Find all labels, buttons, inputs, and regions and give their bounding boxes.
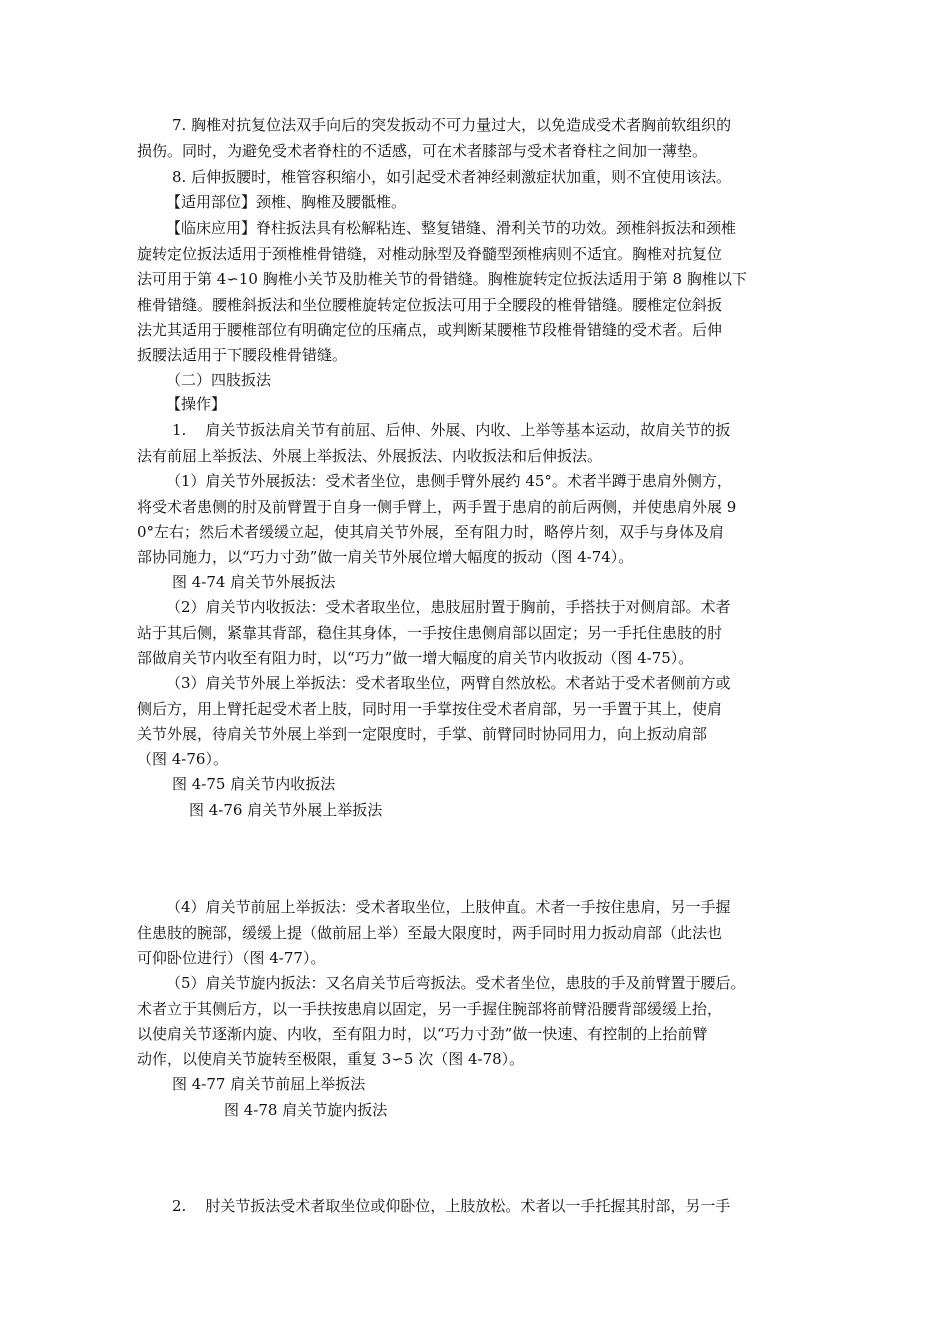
text-line: 法可用于第 4∽10 胸椎小关节及肋椎关节的骨错缝。胸椎旋转定位扳法适用于第 8 胸椎以下 (137, 270, 747, 288)
text-line: 旋转定位扳法适用于颈椎椎骨错缝，对椎动脉型及脊髓型颈椎病则不适宜。胸椎对抗复位 (137, 245, 723, 263)
text-line: （4）肩关节前屈上举扳法：受术者取坐位，上肢伸直。术者一手按住患肩，另一手握 (166, 898, 731, 916)
section-heading: 【适用部位】颈椎、胸椎及腰骶椎。 (166, 193, 407, 211)
text-line: 法有前屈上举扳法、外展上举扳法、外展扳法、内收扳法和后伸扳法。 (137, 447, 603, 465)
text-line: 2. 肘关节扳法受术者取坐位或仰卧位，上肢放松。术者以一手托握其肘部，另一手 (172, 1197, 731, 1215)
subsection-heading: （二）四肢扳法 (166, 371, 272, 389)
text-line: 站于其后侧，紧靠其背部，稳住其身体，一手按住患侧肩部以固定；另一手托住患肢的肘 (137, 624, 723, 642)
text-line: 动作，以使肩关节旋转至极限，重复 3∽5 次（图 4-78）。 (137, 1050, 525, 1068)
text-line: 以使肩关节逐渐内旋、内收，至有阻力时，以“巧力寸劲”做一快速、有控制的上抬前臂 (137, 1025, 708, 1043)
text-line: 椎骨错缝。腰椎斜扳法和坐位腰椎旋转定位扳法可用于全腰段的椎骨错缝。腰椎定位斜扳 (137, 296, 723, 314)
text-line: （图 4-76）。 (137, 750, 228, 768)
text-line: 侧后方，用上臂托起受术者上肢，同时用一手掌按住受术者肩部，另一手置于其上，使肩 (137, 700, 723, 718)
figure-caption: 图 4-75 肩关节内收扳法 (172, 775, 336, 793)
section-heading: 【操作】 (166, 395, 227, 413)
text-line: 1. 肩关节扳法肩关节有前屈、后伸、外展、内收、上举等基本运动，故肩关节的扳 (172, 421, 731, 439)
text-line: （2）肩关节内收扳法：受术者取坐位，患肢屈肘置于胸前，手搭扶于对侧肩部。术者 (166, 598, 731, 616)
section-heading: 【临床应用】脊柱扳法具有松解粘连、整复错缝、滑利关节的功效。颈椎斜扳法和颈椎 (166, 219, 737, 237)
text-line: 0°左右；然后术者缓缓立起，使其肩关节外展，至有阻力时，略停片刻，双手与身体及肩 (137, 523, 725, 541)
text-line: 法尤其适用于腰椎部位有明确定位的压痛点，或判断某腰椎节段椎骨错缝的受术者。后伸 (137, 321, 723, 339)
text-line: （3）肩关节外展上举扳法：受术者取坐位，两臂自然放松。术者站于受术者侧前方或 (166, 674, 731, 692)
figure-caption: 图 4-78 肩关节旋内扳法 (224, 1101, 388, 1119)
text-line: 可仰卧位进行）（图 4-77）。 (137, 949, 326, 967)
text-line: 部协同施力，以“巧力寸劲”做一肩关节外展位增大幅度的扳动（图 4-74）。 (137, 548, 634, 566)
text-line: （1）肩关节外展扳法：受术者坐位，患侧手臂外展约 45°。术者半蹲于患肩外侧方， (166, 472, 732, 490)
text-line: 关节外展，待肩关节外展上举到一定限度时，手掌、前臂同时协同用力，向上扳动肩部 (137, 725, 708, 743)
text-line: 将受术者患侧的肘及前臂置于自身一侧手臂上，两手置于患肩的前后两侧，并使患肩外展 9 (137, 498, 737, 516)
text-line: 部做肩关节内收至有阻力时，以“巧力”做一增大幅度的肩关节内收扳动（图 4-75）。 (137, 649, 694, 667)
text-line: 术者立于其侧后方，以一手扶按患肩以固定，另一手握住腕部将前臂沿腰背部缓缓上抬， (137, 1000, 723, 1018)
text-line: 8. 后伸扳腰时，椎管容积缩小，如引起受术者神经刺激症状加重，则不宜使用该法。 (172, 168, 732, 186)
figure-caption: 图 4-77 肩关节前屈上举扳法 (172, 1075, 366, 1093)
text-line: （5）肩关节旋内扳法：又名肩关节后弯扳法。受术者坐位，患肢的手及前臂置于腰后。 (166, 974, 746, 992)
text-line: 损伤。同时，为避免受术者脊柱的不适感，可在术者膝部与受术者脊柱之间加一薄垫。 (137, 142, 708, 160)
text-line: 7. 胸椎对抗复位法双手向后的突发扳动不可力量过大，以免造成受术者胸前软组织的 (172, 116, 732, 134)
text-line: 住患肢的腕部，缓缓上提（做前屈上举）至最大限度时，两手同时用力扳动肩部（此法也 (137, 924, 723, 942)
text-line: 扳腰法适用于下腰段椎骨错缝。 (137, 346, 348, 364)
figure-caption: 图 4-74 肩关节外展扳法 (172, 573, 336, 591)
figure-caption: 图 4-76 肩关节外展上举扳法 (189, 801, 383, 819)
